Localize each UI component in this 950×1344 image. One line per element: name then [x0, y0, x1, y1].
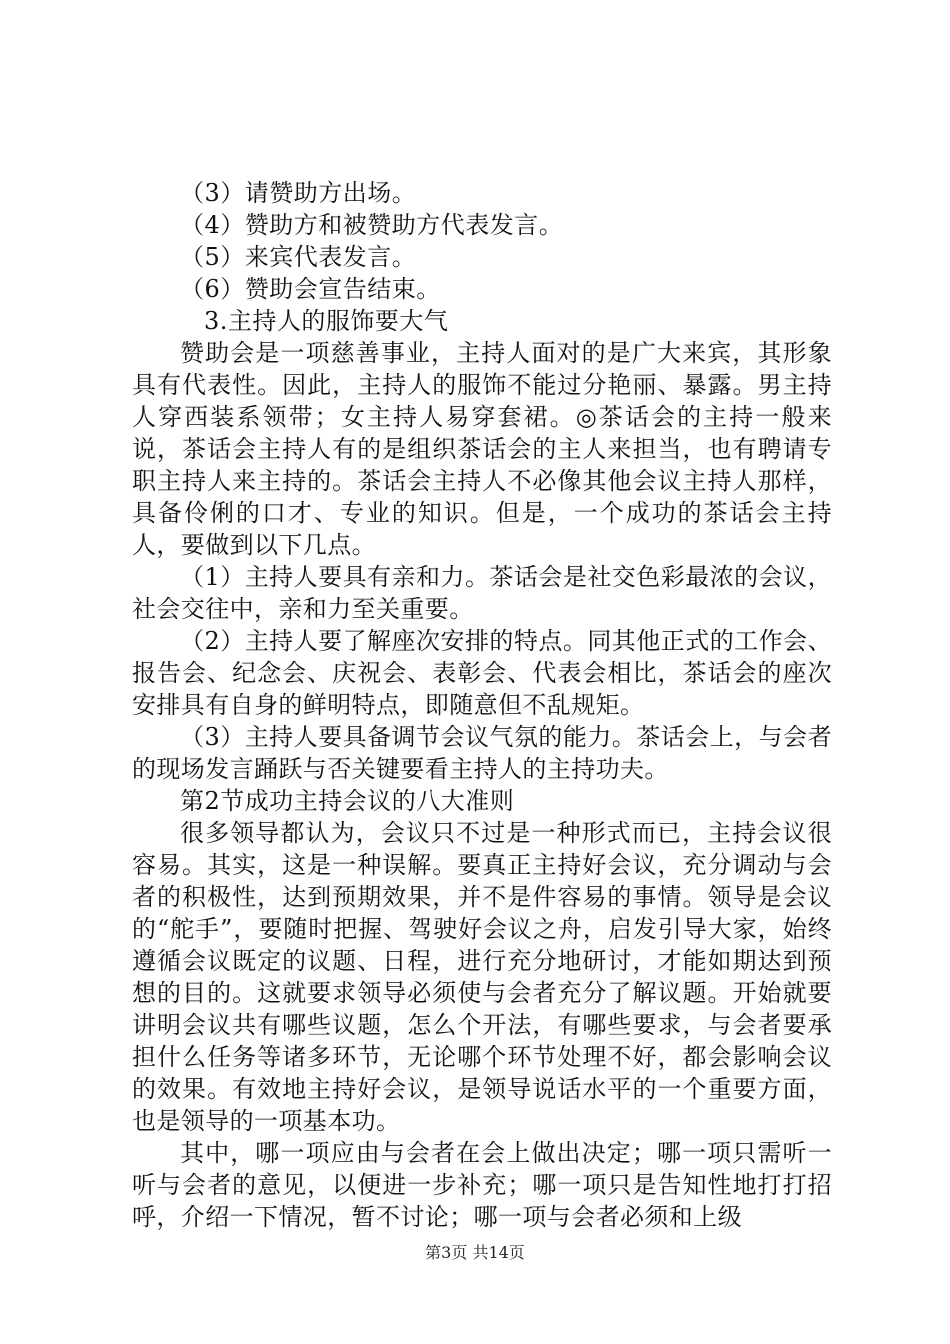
paragraph-atmosphere: （3）主持人要具备调节会议气氛的能力。茶话会上，与会者的现场发言踊跃与否关键要看主持人的主持功夫。 — [132, 723, 832, 783]
paragraph-affinity: （1）主持人要具有亲和力。茶话会是社交色彩最浓的会议，社会交往中，亲和力至关重要。 — [132, 563, 832, 623]
subheading-attire: 3.主持人的服饰要大气 — [204, 307, 449, 335]
page-footer: 第3页 共14页 — [425, 1243, 525, 1262]
paragraph-seating: （2）主持人要了解座次安排的特点。同其他正式的工作会、报告会、纪念会、庆祝会、表彰会、代表会相比，茶话会的座次安排具有自身的鲜明特点，即随意但不乱规矩。 — [132, 627, 832, 719]
list-item-3: （3）请赞助方出场。 — [180, 179, 417, 207]
paragraph-agenda-items: 其中，哪一项应由与会者在会上做出决定；哪一项只需听一听与会者的意见，以便进一步补充；哪一项只是告知性地打打招呼，介绍一下情况，暂不讨论；哪一项与会者必须和上级 — [132, 1139, 832, 1231]
list-item-6: （6）赞助会宣告结束。 — [180, 275, 441, 303]
paragraph-sponsorship-host: 赞助会是一项慈善事业，主持人面对的是广大来宾，其形象具有代表性。因此，主持人的服饰不能过分艳丽、暴露。男主持人穿西装系领带；女主持人易穿套裙。◎茶话会的主持一般来说，茶话会主持人有的是组织茶话会的主人来担当，也有聘请专职主持人来主持的。茶话会主持人不必像其他会议主持人那样，具备伶俐的口才、专业的知识。但是，一个成功的茶话会主持人，要做到以下几点。 — [132, 339, 832, 559]
list-item-4: （4）赞助方和被赞助方代表发言。 — [180, 211, 564, 239]
paragraph-leadership: 很多领导都认为，会议只不过是一种形式而已，主持会议很容易。其实，这是一种误解。要真正主持好会议，充分调动与会者的积极性，达到预期效果，并不是件容易的事情。领导是会议的“舵手”，要随时把握、驾驶好会议之舟，启发引导大家，始终遵循会议既定的议题、日程，进行充分地研讨，才能如期达到预想的目的。这就要求领导必须使与会者充分了解议题。开始就要讲明会议共有哪些议题，怎么个开法，有哪些要求，与会者要承担什么任务等诸多环节，无论哪个环节处理不好，都会影响会议的效果。有效地主持好会议，是领导说话水平的一个重要方面，也是领导的一项基本功。 — [132, 819, 832, 1135]
section-heading: 第2节成功主持会议的八大准则 — [180, 787, 515, 815]
page-body — [132, 177, 832, 1233]
list-item-5: （5）来宾代表发言。 — [180, 243, 417, 271]
